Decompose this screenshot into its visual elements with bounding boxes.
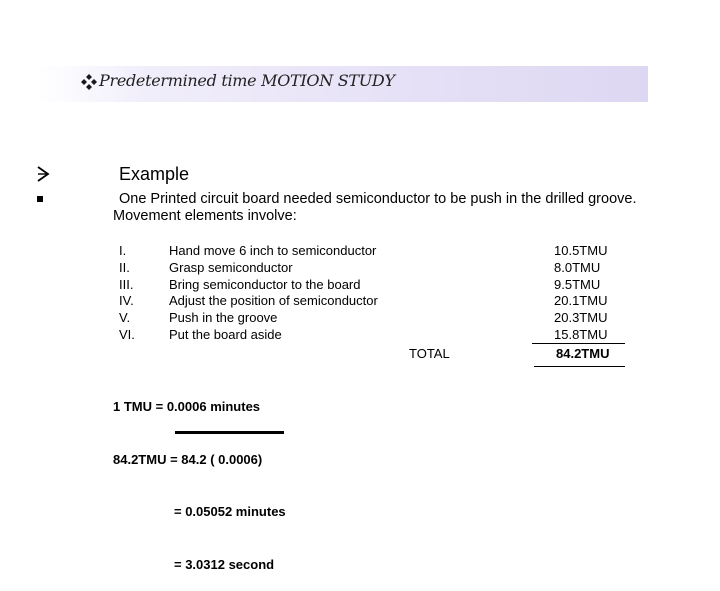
- list-item: [119, 310, 639, 327]
- total-underline: [534, 366, 625, 367]
- step-description: Adjust the position of semiconductor: [169, 293, 378, 309]
- result-seconds: = 3.0312 second: [174, 556, 275, 572]
- step-number: I.: [119, 243, 127, 258]
- step-tmu-value: 8.0TMU: [554, 259, 601, 275]
- step-number: III.: [119, 276, 134, 292]
- list-item: [119, 327, 639, 344]
- arrowhead-bullet-icon: [36, 165, 50, 183]
- step-description: Bring semiconductor to the board: [169, 276, 361, 292]
- step-description: Hand move 6 inch to semiconductor: [169, 243, 377, 258]
- step-description: Grasp semiconductor: [169, 259, 293, 275]
- total-label: TOTAL: [409, 346, 450, 361]
- list-item: [119, 260, 639, 277]
- step-tmu-value: 15.8TMU: [554, 326, 608, 342]
- sum-rule: [532, 343, 625, 344]
- step-number: V.: [119, 310, 131, 326]
- page-title: Predetermined time MOTION STUDY: [99, 71, 395, 90]
- four-diamond-bullet-icon: [80, 73, 98, 91]
- square-bullet-icon: [37, 196, 43, 202]
- conversion-formula: 84.2TMU = 84.2 ( 0.0006): [113, 451, 263, 467]
- steps-list: [119, 243, 639, 344]
- step-number: VI.: [119, 326, 135, 342]
- total-value: 84.2TMU: [556, 346, 610, 361]
- list-item: [119, 243, 639, 260]
- step-description: Push in the groove: [169, 310, 278, 326]
- step-tmu-value: 9.5TMU: [554, 276, 601, 292]
- step-tmu-value: 20.3TMU: [554, 310, 608, 326]
- result-underline: [175, 431, 284, 434]
- example-heading: Example: [119, 164, 190, 184]
- conversion-rate: 1 TMU = 0.0006 minutes: [113, 399, 261, 414]
- step-number: IV.: [119, 293, 134, 309]
- conversion-calculation: [113, 363, 286, 591]
- step-tmu-value: 20.1TMU: [554, 293, 608, 309]
- step-description: Put the board aside: [169, 326, 282, 342]
- intro-paragraph: One Printed circuit board needed semiconductor to be push in the drilled groove. Movement elements involve:: [113, 191, 637, 224]
- list-item: [119, 277, 639, 294]
- step-tmu-value: 10.5TMU: [554, 243, 608, 258]
- list-item: [119, 293, 639, 310]
- result-minutes: = 0.05052 minutes: [174, 504, 286, 519]
- step-number: II.: [119, 259, 130, 275]
